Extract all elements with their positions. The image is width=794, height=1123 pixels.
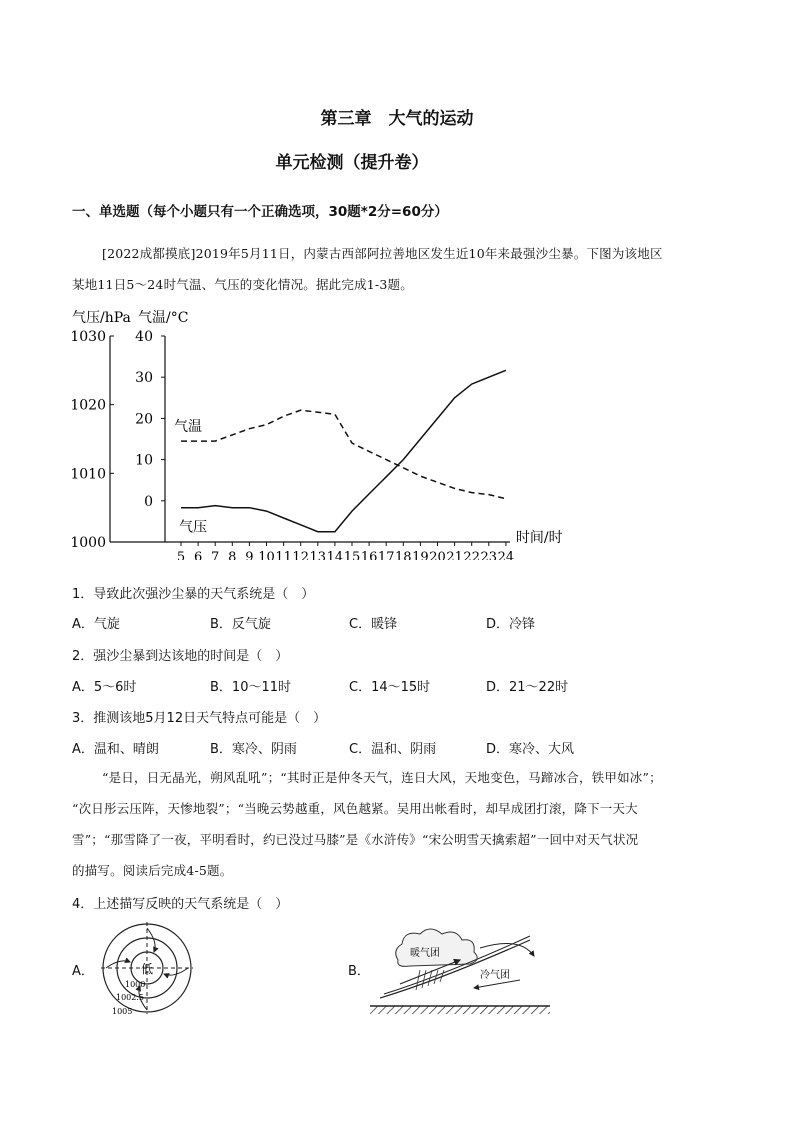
q2-option-a[interactable]: A．5～6时 [72, 680, 137, 695]
time-tick-label: 21 [446, 550, 463, 560]
chapter-title: 第三章 大气的运动 [320, 109, 474, 129]
time-tick-label: 6 [193, 550, 203, 560]
section-heading: 一、单选题（每个小题只有一个正确选项，30题*2分=60分） [72, 204, 448, 220]
pressure-tick-label: 1010 [70, 466, 106, 483]
q3-option-d[interactable]: D．寒冷、大风 [486, 742, 575, 757]
temperature-tick-label: 10 [135, 452, 153, 469]
time-tick-label: 14 [326, 550, 344, 560]
fig-a-isobar-1002-5: 1002.5 [116, 993, 144, 1002]
time-axis-label: 时间/时 [515, 530, 563, 546]
time-tick-label: 11 [275, 550, 292, 560]
q3-option-b[interactable]: B．寒冷、阴雨 [210, 742, 297, 757]
time-tick-label: 9 [245, 550, 254, 560]
temperature-axis-label: 气温/°C [138, 310, 189, 326]
pressure-tick-label: 1000 [70, 535, 106, 551]
time-tick-label: 13 [309, 550, 327, 560]
pressure-series-line [181, 370, 506, 531]
fig-b-cold-air-label: 冷气团 [480, 970, 510, 981]
time-tick-label: 20 [429, 550, 446, 560]
pressure-temperature-chart [60, 300, 600, 560]
q1-option-a[interactable]: A．气旋 [72, 617, 120, 632]
time-tick-label: 22 [463, 550, 480, 560]
front-section-figure [370, 920, 550, 1020]
q2-option-d[interactable]: D．21～22时 [486, 680, 569, 695]
question-1-stem: 1．导致此次强沙尘暴的天气系统是（ ） [72, 587, 315, 602]
time-tick-label: 23 [480, 550, 498, 560]
time-tick-label: 7 [211, 550, 220, 560]
cyclone-isobar-figure [92, 920, 202, 1020]
q2-option-b[interactable]: B．10～11时 [210, 680, 292, 695]
pressure-tick-label: 1020 [70, 397, 106, 414]
temperature-tick-label: 0 [144, 493, 153, 510]
fig-a-isobar-1005: 1005 [112, 1007, 133, 1016]
temperature-series-line [181, 410, 506, 499]
time-tick-label: 17 [377, 550, 395, 560]
fig-a-low-label: 低 [141, 962, 154, 976]
intro2-line-3: 雪”；“那雪降了一夜，平明看时，约已没过马膝”是《水浒传》“宋公明雪天擒索超”一回中对天气状况 [72, 832, 639, 847]
temperature-tick-label: 40 [135, 329, 153, 345]
temperature-tick-label: 30 [135, 370, 153, 387]
question-2-stem: 2．强沙尘暴到达该地的时间是（ ） [72, 649, 289, 664]
time-tick-label: 18 [395, 550, 412, 560]
time-tick-label: 19 [412, 550, 429, 560]
time-tick-label: 10 [258, 550, 275, 560]
intro2-line-4: 的描写。阅读后完成4-5题。 [72, 863, 233, 878]
fig-b-warm-air-label: 暖气团 [410, 948, 440, 959]
q3-option-a[interactable]: A．温和、晴朗 [72, 742, 159, 757]
time-tick-label: 24 [497, 550, 515, 560]
intro-line-2: 某地11日5～24时气温、气压的变化情况。据此完成1-3题。 [72, 277, 413, 292]
q4-option-b-label[interactable]: B． [348, 964, 370, 979]
intro-paragraph-1 [72, 238, 732, 300]
temperature-series-label: 气温 [174, 419, 202, 436]
intro2-line-2: “次日彤云压阵，天惨地裂”；“当晚云势越重，风色越紧。吴用出帐看时，却早成团打滚，降下一天大 [72, 801, 638, 816]
intro-line-1: [2022成都摸底]2019年5月11日，内蒙古西部阿拉善地区发生近10年来最强沙尘暴。下图为该地区 [102, 246, 663, 261]
q2-option-c[interactable]: C．14～15时 [349, 680, 431, 695]
pressure-axis-label: 气压/hPa [72, 310, 131, 326]
time-tick-label: 5 [176, 550, 186, 560]
intro2-line-1: “是日，日无晶光，朔风乱吼”；“其时正是仲冬天气，连日大风，天地变色，马蹄冰合，铁甲如冰”； [102, 770, 662, 785]
question-3-stem: 3．推测该地5月12日天气特点可能是（ ） [72, 711, 327, 726]
pressure-tick-label: 1030 [70, 329, 106, 345]
q3-option-c[interactable]: C．温和、阴雨 [349, 742, 437, 757]
question-4-stem: 4．上述描写反映的天气系统是（ ） [72, 897, 289, 912]
time-tick-label: 16 [360, 550, 378, 560]
intro-paragraph-2 [72, 762, 737, 886]
temperature-tick-label: 20 [135, 411, 153, 428]
page-subtitle: 单元检测（提升卷） [275, 153, 429, 173]
q4-option-a-label[interactable]: A． [72, 964, 94, 979]
time-tick-label: 8 [228, 550, 237, 560]
time-tick-label: 12 [292, 550, 309, 560]
q1-option-b[interactable]: B．反气旋 [210, 617, 271, 632]
q1-option-c[interactable]: C．暖锋 [349, 617, 398, 632]
fig-a-isobar-1000: 1000 [125, 980, 146, 989]
q1-option-d[interactable]: D．冷锋 [486, 617, 536, 632]
pressure-series-label: 气压 [179, 519, 207, 536]
time-tick-label: 15 [343, 550, 361, 560]
